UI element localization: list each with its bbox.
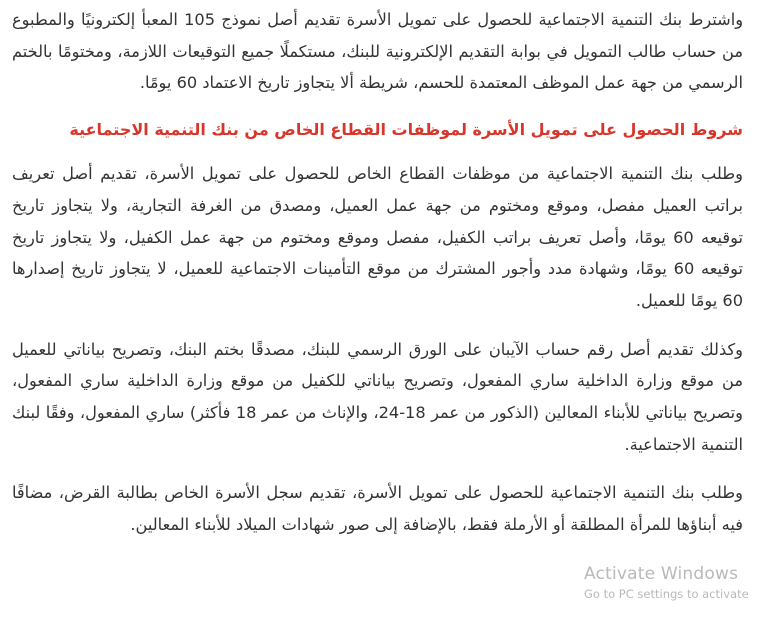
watermark-title: Activate Windows <box>584 564 739 584</box>
paragraph-family-record: وطلب بنك التنمية الاجتماعية للحصول على تمويل الأسرة، تقديم سجل الأسرة الخاص بطالبة القرض، مضافًا فيه أبناؤها للمرأة المطلقة أو الأرملة فقط، بالإضافة إلى صور شهادات الميلاد للأبناء المعالين. <box>12 483 743 535</box>
paragraph-family-financing-conditions: واشترط بنك التنمية الاجتماعية للحصول على تمويل الأسرة تقديم أصل نموذج 105 المعبأ إلكترونيًا والمطبوع من حساب طالب التمويل في بوابة التقديم الإلكترونية للبنك، مستكملًا جميع التوقيعات اللازمة، ومختومًا بالختم الرسمي من جهة عمل الموظف المعتمدة للحسم، شريطة ألا يتجاوز تاريخ الاعتماد 60 يومًا. <box>12 10 744 93</box>
paragraph-private-sector-requirements: وطلب بنك التنمية الاجتماعية من موظفات القطاع الخاص للحصول على تمويل الأسرة، تقديم أصل تعريف براتب العميل مفصل، وموقع ومختوم من جهة عمل العميل، ومصدق من الغرفة التجارية، ولا يتجاوز تاريخ توقيعه 60 يومًا، وأصل تعريف براتب الكفيل، مفصل وموقع ومختوم من جهة عمل الكفيل، ولا يتجاوز تاريخ توقيعه 60 يومًا، وشهادة مدد وأجور المشترك من موقع التأمينات الاجتماعية للعميل، لا يتجاوز تاريخ إصدارها 60 يومًا للعميل. <box>12 164 744 310</box>
watermark-subtitle: Go to PC settings to activate <box>584 587 749 601</box>
paragraph-iban-and-statements: وكذلك تقديم أصل رقم حساب الآيبان على الورق الرسمي للبنك، مصدقًا بختم البنك، وتصريح بياناتي للعميل من موقع وزارة الداخلية ساري المفعول، وتصريح بياناتي للكفيل من موقع وزارة الداخلية ساري المفعول، وتصريح بياناتي للأبناء المعالين (الذكور من عمر 18-24، والإناث من عمر 18 فأكثر) ساري المفعول، وفقًا لبنك التنمية الاجتماعية. <box>12 339 743 454</box>
section-heading-private-sector-conditions: شروط الحصول على تمويل الأسرة لموظفات القطاع الخاص من بنك التنمية الاجتماعية <box>69 120 743 140</box>
